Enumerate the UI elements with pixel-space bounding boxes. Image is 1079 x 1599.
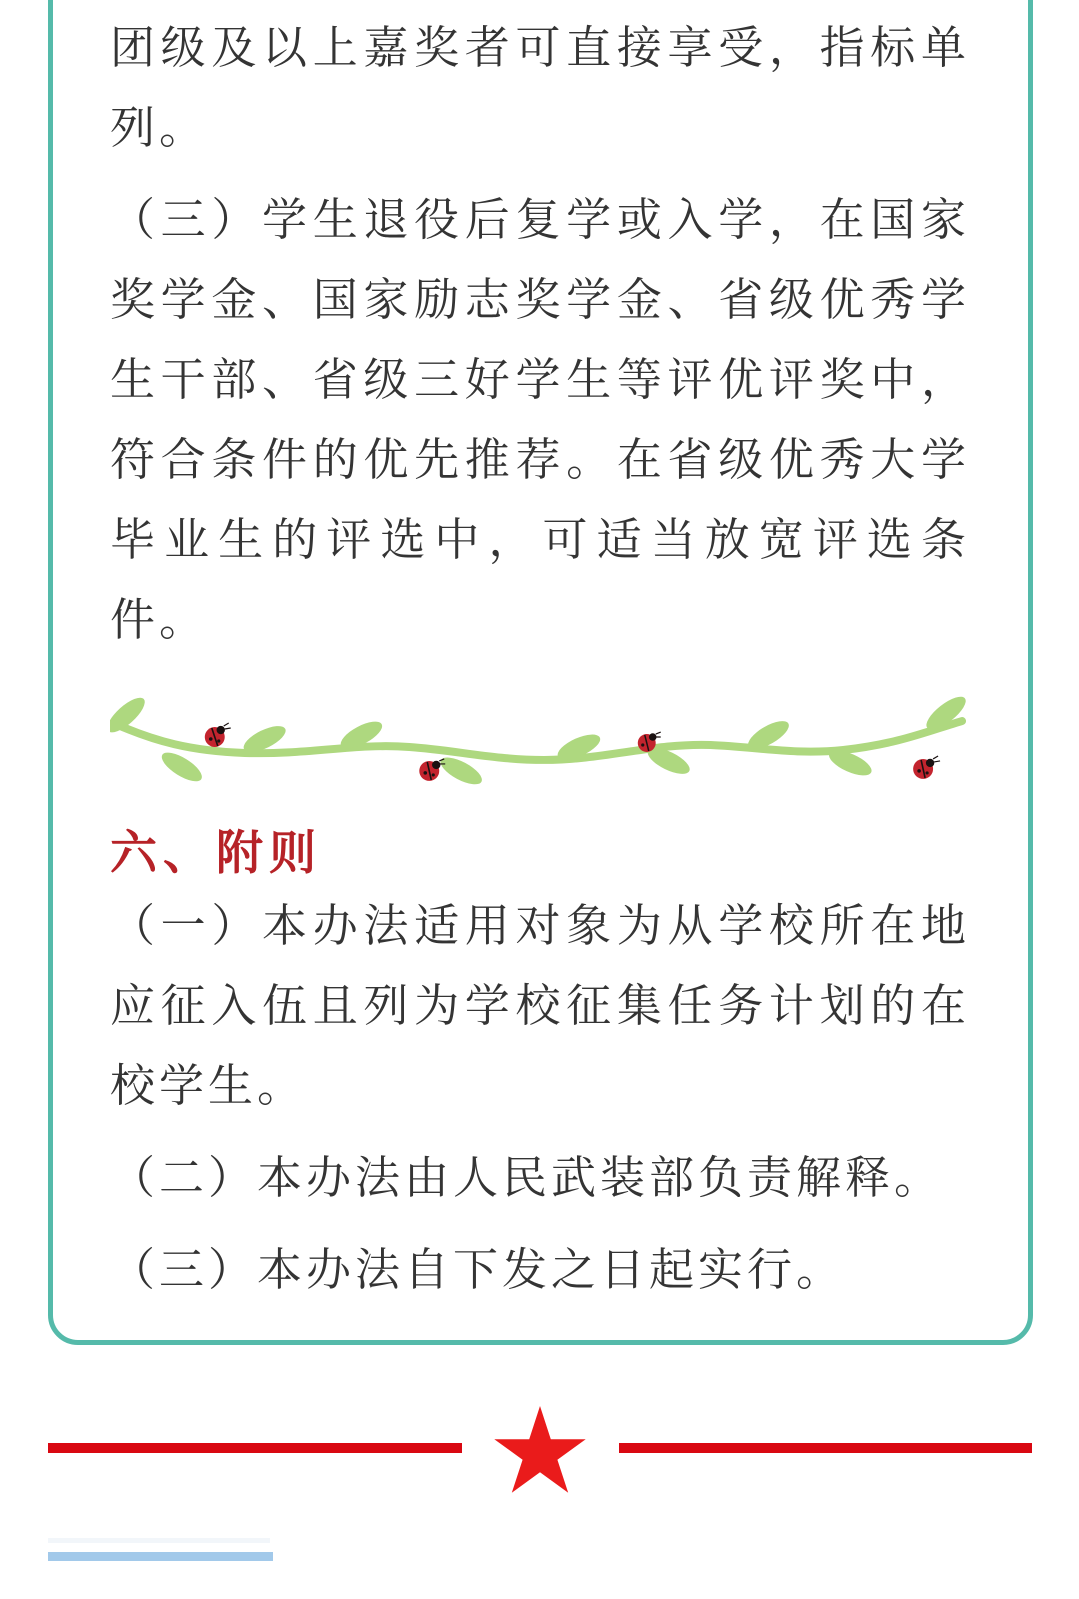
vine-leaves: [110, 691, 970, 787]
footer-line-right: [619, 1443, 1032, 1453]
section-heading: 六、附则: [110, 826, 322, 879]
ladybug-icon: [913, 756, 940, 779]
paragraph: 团级及以上嘉奖者可直接享受，指标单列。: [110, 22, 970, 153]
paragraph: （三）本办法自下发之日起实行。: [110, 1244, 846, 1295]
content-card: [48, 0, 1033, 1345]
paragraph: （三）学生退役后复学或入学，在国家奖学金、国家励志奖学金、省级优秀学生干部、省级三好学生等评优评奖中，符合条件的优先推荐。在省级优秀大学毕业生的评选中，可适当放宽评选条件。: [110, 194, 970, 645]
next-block-blue-bar: [48, 1552, 273, 1561]
vine-divider: [110, 672, 970, 802]
vine-divider-graphic: [110, 687, 970, 787]
next-block-faint-bar: [48, 1538, 270, 1543]
footer-line-left: [48, 1443, 462, 1453]
ladybug-icon: [205, 723, 231, 747]
star-shape: [494, 1406, 585, 1493]
paragraph: （二）本办法由人民武装部负责解释。: [110, 1152, 944, 1203]
content-card-body: [53, 0, 1028, 1340]
paragraph: （一）本办法适用对象为从学校所在地应征入伍且列为学校征集任务计划的在校学生。: [110, 900, 970, 1111]
star-icon: [480, 1394, 600, 1504]
